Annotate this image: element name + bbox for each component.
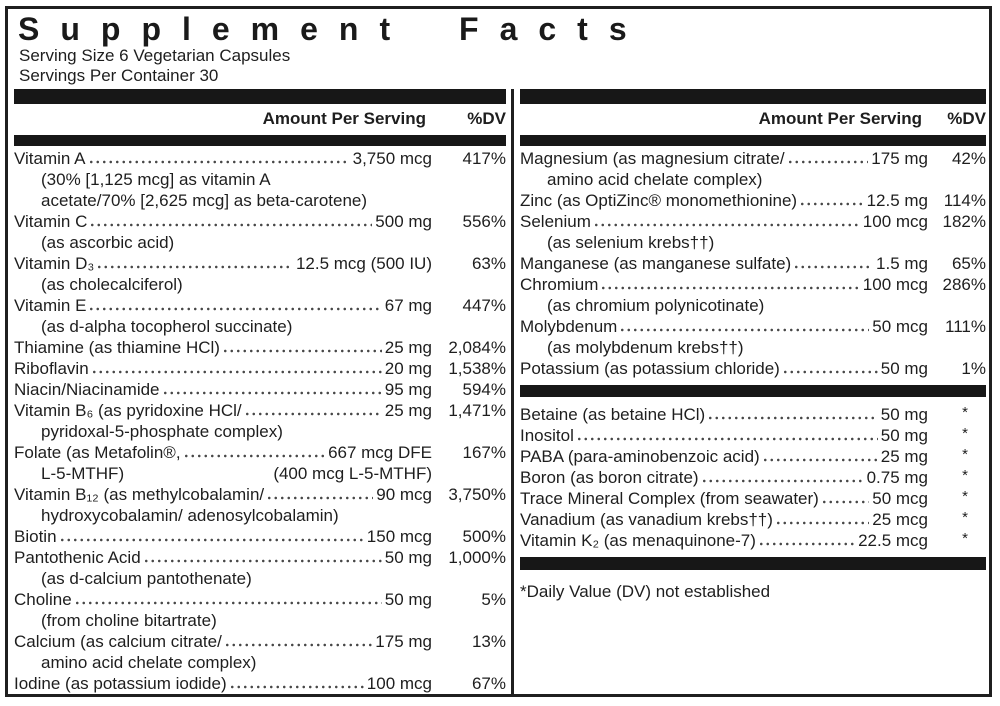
nutrient-subline	[14, 610, 506, 631]
nutrient-name: Vitamin A	[14, 149, 86, 168]
nutrient-dv: 5%	[481, 590, 506, 609]
dotted-leader	[222, 337, 382, 358]
nutrient-amount: 22.5 mcg	[858, 531, 928, 550]
dotted-leader	[793, 253, 873, 274]
nutrient-name: Vitamin K₂ (as menaquinone-7)	[520, 531, 756, 550]
nutrient-dv: *	[962, 488, 968, 505]
nutrient-amount: 25 mcg	[872, 510, 928, 529]
nutrient-amount: 175 mg	[871, 149, 928, 168]
subline-text: hydroxycobalamin/ adenosylcobalamin)	[41, 506, 339, 525]
subline-text: (as molybdenum krebs††)	[547, 338, 744, 357]
nutrient-dv: 286%	[942, 275, 986, 294]
nutrient-dv: 167%	[462, 443, 506, 462]
nutrient-dv: *	[962, 509, 968, 526]
nutrient-amount: 50 mg	[880, 359, 928, 378]
nutrient-amount: 50 mg	[384, 548, 432, 567]
table-row	[520, 190, 986, 211]
nutrient-dv: 13%	[471, 632, 506, 651]
nutrient-line	[520, 446, 986, 467]
nutrient-subline	[520, 295, 986, 316]
nutrient-dv: *	[962, 467, 968, 484]
dotted-leader	[762, 446, 878, 467]
nutrient-dv: 63%	[471, 254, 506, 273]
nutrient-amount: 90 mcg	[376, 485, 432, 504]
column-divider	[511, 89, 514, 694]
nutrient-line	[14, 631, 506, 652]
nutrient-name: Betaine (as betaine HCl)	[520, 405, 706, 424]
nutrient-name: Vitamin C	[14, 212, 88, 231]
nutrient-subline	[520, 169, 986, 190]
subline-text: (30% [1,125 mcg] as vitamin A	[41, 170, 271, 189]
dotted-leader	[229, 673, 364, 694]
nutrient-line	[14, 526, 506, 547]
nutrient-line	[520, 211, 986, 232]
nutrient-amount: 100 mcg	[862, 212, 928, 231]
nutrient-line	[520, 404, 986, 425]
nutrient-dv: 42%	[951, 149, 986, 168]
subline-text: (as ascorbic acid)	[41, 233, 175, 252]
table-row	[14, 589, 506, 631]
nutrient-line	[520, 488, 986, 509]
nutrient-line	[520, 358, 986, 379]
nutrient-amount: 0.75 mg	[866, 468, 928, 487]
nutrient-line	[14, 211, 506, 232]
supplement-facts-label	[5, 6, 992, 697]
dv-header: %DV	[947, 109, 986, 128]
nutrient-dv: 182%	[942, 212, 986, 231]
nutrient-dv: 65%	[951, 254, 986, 273]
dotted-leader	[787, 148, 869, 169]
nutrient-dv: 2,084%	[448, 338, 506, 357]
nutrient-subline	[14, 190, 506, 211]
nutrient-line	[520, 530, 986, 551]
dotted-leader	[701, 467, 864, 488]
table-row	[520, 530, 986, 551]
subline-text: amino acid chelate complex)	[41, 653, 257, 672]
table-row	[520, 467, 986, 488]
footnote: *Daily Value (DV) not established	[520, 582, 771, 601]
dotted-leader	[758, 530, 855, 551]
nutrient-subline	[14, 169, 506, 190]
dv-header: %DV	[467, 109, 506, 128]
column-right	[520, 89, 986, 602]
table-row	[14, 211, 506, 253]
nutrient-dv: 594%	[462, 380, 506, 399]
amount-per-serving-header: Amount Per Serving	[758, 109, 922, 128]
nutrient-dv: 114%	[943, 191, 986, 210]
nutrient-line	[14, 148, 506, 169]
serving-size: Serving Size 6 Vegetarian Capsules	[19, 46, 291, 65]
footnote-separator-bar	[520, 557, 986, 570]
nutrient-line	[520, 425, 986, 446]
table-row	[520, 148, 986, 190]
dotted-leader	[162, 379, 382, 400]
nutrient-name: Calcium (as calcium citrate/	[14, 632, 222, 651]
dotted-leader	[91, 358, 382, 379]
nutrient-line	[14, 358, 506, 379]
table-row	[14, 358, 506, 379]
nutrient-subline	[14, 652, 506, 673]
dotted-leader	[96, 253, 293, 274]
subline-text: acetate/70% [2,625 mcg] as beta-carotene)	[41, 191, 368, 210]
nutrient-line	[520, 148, 986, 169]
nutrient-amount: 100 mcg	[862, 275, 928, 294]
nutrient-amount: 25 mg	[384, 338, 432, 357]
dotted-leader	[707, 404, 878, 425]
nutrient-amount: 12.5 mg	[866, 191, 928, 210]
nutrient-amount: 95 mg	[384, 380, 432, 399]
nutrient-dv: *	[962, 530, 968, 547]
nutrient-name: Molybdenum	[520, 317, 618, 336]
header-bar-top	[14, 89, 506, 104]
nutrient-line	[14, 547, 506, 568]
nutrient-line	[14, 673, 506, 694]
nutrient-dv: *	[962, 425, 968, 442]
table-row	[520, 509, 986, 530]
nutrient-subline	[14, 232, 506, 253]
nutrient-list-right-bottom	[520, 404, 986, 551]
nutrient-amount: 50 mg	[880, 426, 928, 445]
dotted-leader	[88, 295, 381, 316]
nutrient-name: Vitamin B₁₂ (as methylcobalamin/	[14, 485, 265, 504]
nutrient-line	[14, 295, 506, 316]
table-row	[520, 358, 986, 379]
dotted-leader	[74, 589, 382, 610]
nutrient-line	[14, 442, 506, 463]
nutrient-name: Vitamin D₃	[14, 254, 95, 273]
dotted-leader	[619, 316, 869, 337]
table-row	[520, 274, 986, 316]
dotted-leader	[183, 442, 326, 463]
table-row	[14, 379, 506, 400]
nutrient-subline	[14, 274, 506, 295]
nutrient-name: Zinc (as OptiZinc® monomethionine)	[520, 191, 798, 210]
nutrient-name: Vanadium (as vanadium krebs††)	[520, 510, 773, 529]
nutrient-amount: 67 mg	[384, 296, 432, 315]
nutrient-amount: 12.5 mcg (500 IU)	[295, 254, 432, 273]
column-header	[520, 104, 986, 135]
table-row	[14, 526, 506, 547]
nutrient-subline	[14, 568, 506, 589]
table-row	[14, 673, 506, 694]
nutrient-line	[14, 379, 506, 400]
header-bar-bottom	[14, 135, 506, 146]
nutrient-amount: 50 mcg	[872, 489, 928, 508]
nutrient-name: Boron (as boron citrate)	[520, 468, 699, 487]
nutrient-amount: 3,750 mcg	[352, 149, 432, 168]
nutrient-name: Chromium	[520, 275, 599, 294]
nutrient-line	[520, 274, 986, 295]
table-row	[520, 316, 986, 358]
nutrient-name: Manganese (as manganese sulfate)	[520, 254, 792, 273]
nutrient-amount: 50 mg	[880, 405, 928, 424]
dotted-leader	[244, 400, 382, 421]
subline-text: (as d-alpha tocopherol succinate)	[41, 317, 293, 336]
label-title: Supplement Facts	[18, 11, 648, 47]
nutrient-name: Thiamine (as thiamine HCl)	[14, 338, 220, 357]
nutrient-line	[14, 484, 506, 505]
nutrient-dv: 1%	[961, 359, 986, 378]
nutrient-name: PABA (para-aminobenzoic acid)	[520, 447, 760, 466]
dotted-leader	[576, 425, 878, 446]
nutrient-amount: 50 mg	[384, 590, 432, 609]
nutrient-amount: 50 mcg	[872, 317, 928, 336]
nutrient-name: Potassium (as potassium chloride)	[520, 359, 780, 378]
nutrient-list-left	[14, 148, 506, 694]
dotted-leader	[600, 274, 859, 295]
subline-text: (as cholecalciferol)	[41, 275, 183, 294]
table-row	[520, 253, 986, 274]
nutrient-line	[14, 253, 506, 274]
nutrient-amount: 150 mcg	[366, 527, 432, 546]
dotted-leader	[821, 488, 869, 509]
dv-spacer	[432, 463, 506, 484]
table-row	[14, 442, 506, 484]
subline-text: (from choline bitartrate)	[41, 611, 217, 630]
nutrient-dv: 417%	[462, 149, 506, 168]
table-row	[14, 295, 506, 337]
header-bar-bottom	[520, 135, 986, 146]
nutrient-dv: 1,471%	[448, 401, 506, 420]
nutrient-dv: 1,000%	[448, 548, 506, 567]
subline-text: L-5-MTHF)	[41, 464, 125, 483]
nutrient-dv: 500%	[462, 527, 506, 546]
nutrient-dv: 1,538%	[448, 359, 506, 378]
nutrient-line	[520, 509, 986, 530]
subline-text: pyridoxal-5-phosphate complex)	[41, 422, 283, 441]
nutrient-dv: 447%	[462, 296, 506, 315]
nutrient-dv: 111%	[945, 317, 986, 336]
nutrient-amount: 25 mg	[384, 401, 432, 420]
nutrient-name: Magnesium (as magnesium citrate/	[520, 149, 785, 168]
dotted-leader	[224, 631, 372, 652]
table-row	[14, 547, 506, 589]
dotted-leader	[775, 509, 869, 530]
amount-per-serving-header: Amount Per Serving	[262, 109, 426, 128]
dotted-leader	[89, 211, 372, 232]
subline-spacer	[124, 463, 273, 484]
table-row	[14, 631, 506, 673]
column-left	[14, 89, 506, 694]
dotted-leader	[88, 148, 350, 169]
nutrient-name: Vitamin E	[14, 296, 87, 315]
subline-text: (as d-calcium pantothenate)	[41, 569, 252, 588]
table-row	[520, 425, 986, 446]
nutrient-name: Inositol	[520, 426, 574, 445]
nutrient-line	[520, 316, 986, 337]
nutrient-name: Selenium	[520, 212, 591, 231]
table-row	[520, 211, 986, 253]
table-row	[14, 484, 506, 526]
table-row	[14, 400, 506, 442]
table-row	[14, 253, 506, 295]
nutrient-subline	[14, 505, 506, 526]
subline-text: (as selenium krebs††)	[547, 233, 715, 252]
nutrient-amount: 500 mg	[375, 212, 432, 231]
nutrient-amount: 20 mg	[384, 359, 432, 378]
table-row	[14, 337, 506, 358]
nutrient-name: Biotin	[14, 527, 57, 546]
nutrient-dv: 67%	[471, 674, 506, 693]
nutrient-name: Niacin/Niacinamide	[14, 380, 160, 399]
nutrient-line	[14, 337, 506, 358]
nutrient-amount: 100 mcg	[366, 674, 432, 693]
nutrient-name: Trace Mineral Complex (from seawater)	[520, 489, 819, 508]
nutrient-dv: 556%	[462, 212, 506, 231]
table-row	[520, 404, 986, 425]
table-row	[520, 488, 986, 509]
section-separator-bar	[520, 385, 986, 397]
subline-amount: (400 mcg L-5-MTHF)	[273, 464, 432, 483]
nutrient-name: Iodine (as potassium iodide)	[14, 674, 227, 693]
nutrient-name: Folate (as Metafolin®,	[14, 443, 181, 462]
dotted-leader	[59, 526, 364, 547]
nutrient-amount: 25 mg	[880, 447, 928, 466]
subline-text: (as chromium polynicotinate)	[547, 296, 765, 315]
dotted-leader	[782, 358, 878, 379]
nutrient-line	[14, 589, 506, 610]
dotted-leader	[266, 484, 373, 505]
table-row	[14, 148, 506, 211]
nutrient-subline	[14, 463, 506, 484]
nutrient-line	[520, 467, 986, 488]
nutrient-amount: 667 mcg DFE	[328, 443, 432, 462]
servings-per-container: Servings Per Container 30	[19, 66, 219, 85]
dotted-leader	[593, 211, 860, 232]
nutrient-subline	[520, 337, 986, 358]
column-header	[14, 104, 506, 135]
nutrient-name: Pantothenic Acid	[14, 548, 141, 567]
nutrient-subline	[520, 232, 986, 253]
nutrient-line	[14, 400, 506, 421]
nutrient-name: Riboflavin	[14, 359, 89, 378]
nutrient-dv: 3,750%	[448, 485, 506, 504]
nutrient-name: Choline	[14, 590, 72, 609]
nutrient-line	[520, 190, 986, 211]
nutrient-amount: 175 mg	[375, 632, 432, 651]
nutrient-dv: *	[962, 404, 968, 421]
header-bar-top	[520, 89, 986, 104]
dotted-leader	[799, 190, 863, 211]
nutrient-list-right-top	[520, 148, 986, 379]
nutrient-name: Vitamin B₆ (as pyridoxine HCl/	[14, 401, 242, 420]
nutrient-dv: *	[962, 446, 968, 463]
nutrient-subline	[14, 421, 506, 442]
subline-text: amino acid chelate complex)	[547, 170, 763, 189]
dotted-leader	[143, 547, 382, 568]
nutrient-amount: 1.5 mg	[876, 254, 928, 273]
nutrient-line	[520, 253, 986, 274]
table-row	[520, 446, 986, 467]
nutrient-subline	[14, 316, 506, 337]
